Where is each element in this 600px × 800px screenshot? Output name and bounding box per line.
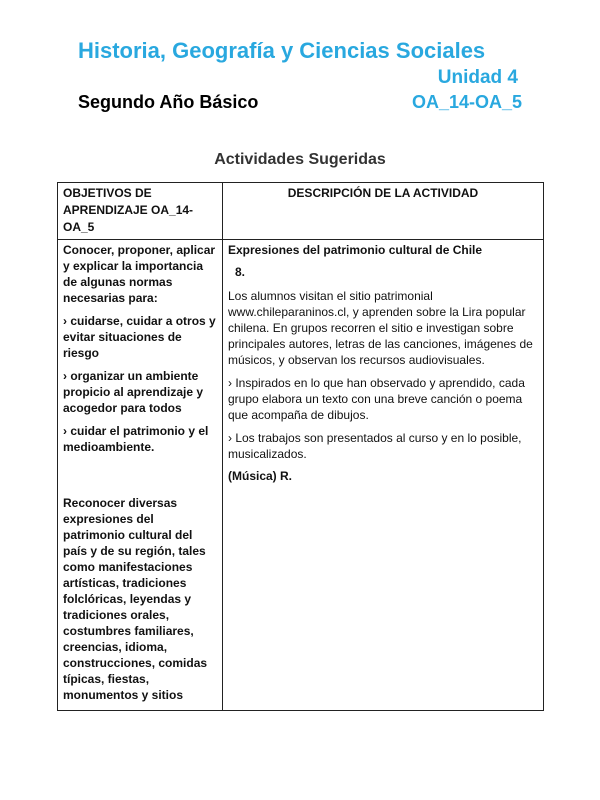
objectives-cell — [58, 240, 223, 711]
description-header: DESCRIPCIÓN DE LA ACTIVIDAD — [223, 183, 544, 240]
objective-code: OA_14-OA_5 — [411, 92, 522, 112]
description-cell — [223, 240, 544, 711]
subject-title: Historia, Geografía y Ciencias Sociales — [78, 38, 486, 63]
activity-paragraph: Los alumnos visitan el sitio patrimonial www.chileparaninos.cl, y aprenden sobre la Lira popular chilena. En grupos recorren el sitio e investigan sobre principales autores, letras de las canciones, imágenes de músicos, y observan los recursos audiovisuales. — [228, 289, 533, 367]
activity-paragraph: › Los trabajos son presentados al curso y en lo posible, musicalizados. — [228, 431, 522, 461]
objective-bullet: › cuidarse, cuidar a otros y evitar situaciones de riesgo — [63, 314, 216, 360]
objective-heritage: Reconocer diversas expresiones del patrimonio cultural del país y de su región, tales como manifestaciones artísticas, tradiciones folclóricas, leyendas y tradiciones orales, costumbres familiares, creencias, idioma, construcciones, comidas típicas, fiestas, monumentos y sitios — [63, 496, 208, 702]
activity-paragraph: › Inspirados en lo que han observado y aprendido, cada grupo elabora un texto con una breve canción o poema que acompaña de dibujos. — [228, 376, 525, 422]
objective-bullet: › cuidar el patrimonio y el medioambiente. — [63, 424, 209, 454]
activities-table — [57, 182, 544, 711]
objective-intro: Conocer, proponer, aplicar y explicar la importancia de algunas normas necesarias para: — [63, 243, 216, 305]
table-header-row — [58, 183, 544, 240]
section-title: Actividades Sugeridas — [214, 151, 386, 168]
objectives-header: OBJETIVOS DE APRENDIZAJE OA_14-OA_5 — [58, 183, 223, 240]
objective-bullet: › organizar un ambiente propicio al aprendizaje y acogedor para todos — [63, 369, 204, 415]
activity-title: Expresiones del patrimonio cultural de Chile — [228, 243, 483, 257]
activity-number: 8. — [235, 265, 246, 279]
table-row — [58, 240, 544, 711]
unit-label: Unidad 4 — [437, 67, 518, 88]
grade-level: Segundo Año Básico — [78, 92, 259, 112]
subject-tag: (Música) R. — [228, 469, 293, 483]
